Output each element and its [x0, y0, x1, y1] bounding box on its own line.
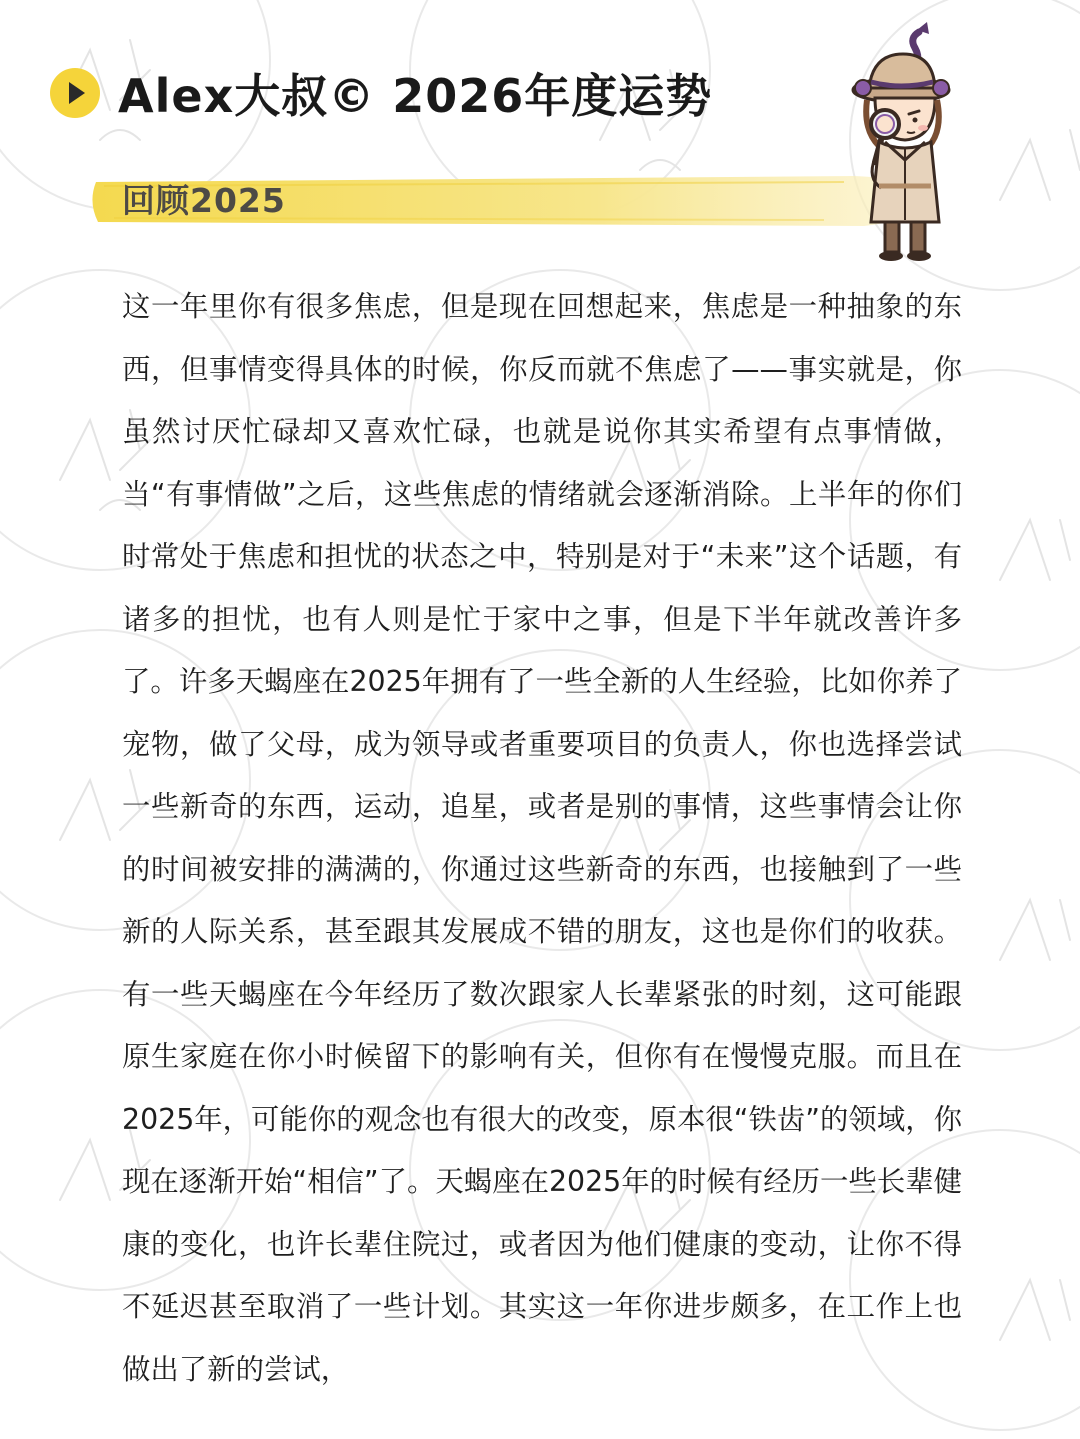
page-title: Alex大叔© 2026年度运势: [118, 69, 713, 123]
page-header: [50, 58, 712, 128]
section-title: 回顾2025: [122, 181, 286, 220]
detective-scorpio-mascot: [845, 18, 965, 263]
body-paragraph: 这一年里你有很多焦虑，但是现在回想起来，焦虑是一种抽象的东西，但事情变得具体的时候，你反而就不焦虑了——事实就是，你虽然讨厌忙碌却又喜欢忙碌，也就是说你其实希望有点事情做，当“有事情做”之后，这些焦虑的情绪就会逐渐消除。上半年的你们时常处于焦虑和担忧的状态之中，特别是对于“未来”这个话题，有诸多的担忧，也有人则是忙于家中之事，但是下半年就改善许多了。许多天蝎座在2025年拥有了一些全新的人生经验，比如你养了宠物，做了父母，成为领导或者重要项目的负责人，你也选择尝试一些新奇的东西，运动，追星，或者是别的事情，这些事情会让你的时间被安排的满满的，你通过这些新奇的东西，也接触到了一些新的人际关系，甚至跟其发展成不错的朋友，这也是你们的收获。有一些天蝎座在今年经历了数次跟家人长辈紧张的时刻，这可能跟原生家庭在你小时候留下的影响有关，但你有在慢慢克服。而且在2025年，可能你的观念也有很大的改变，原本很“铁齿”的领域，你现在逐渐开始“相信”了。天蝎座在2025年的时候有经历一些长辈健康的变化，也许长辈住院过，或者因为他们健康的变动，让你不得不延迟甚至取消了一些计划。其实这一年你进步颇多，在工作上也做出了新的尝试，: [122, 290, 962, 1386]
play-triangle-icon: [50, 68, 100, 118]
